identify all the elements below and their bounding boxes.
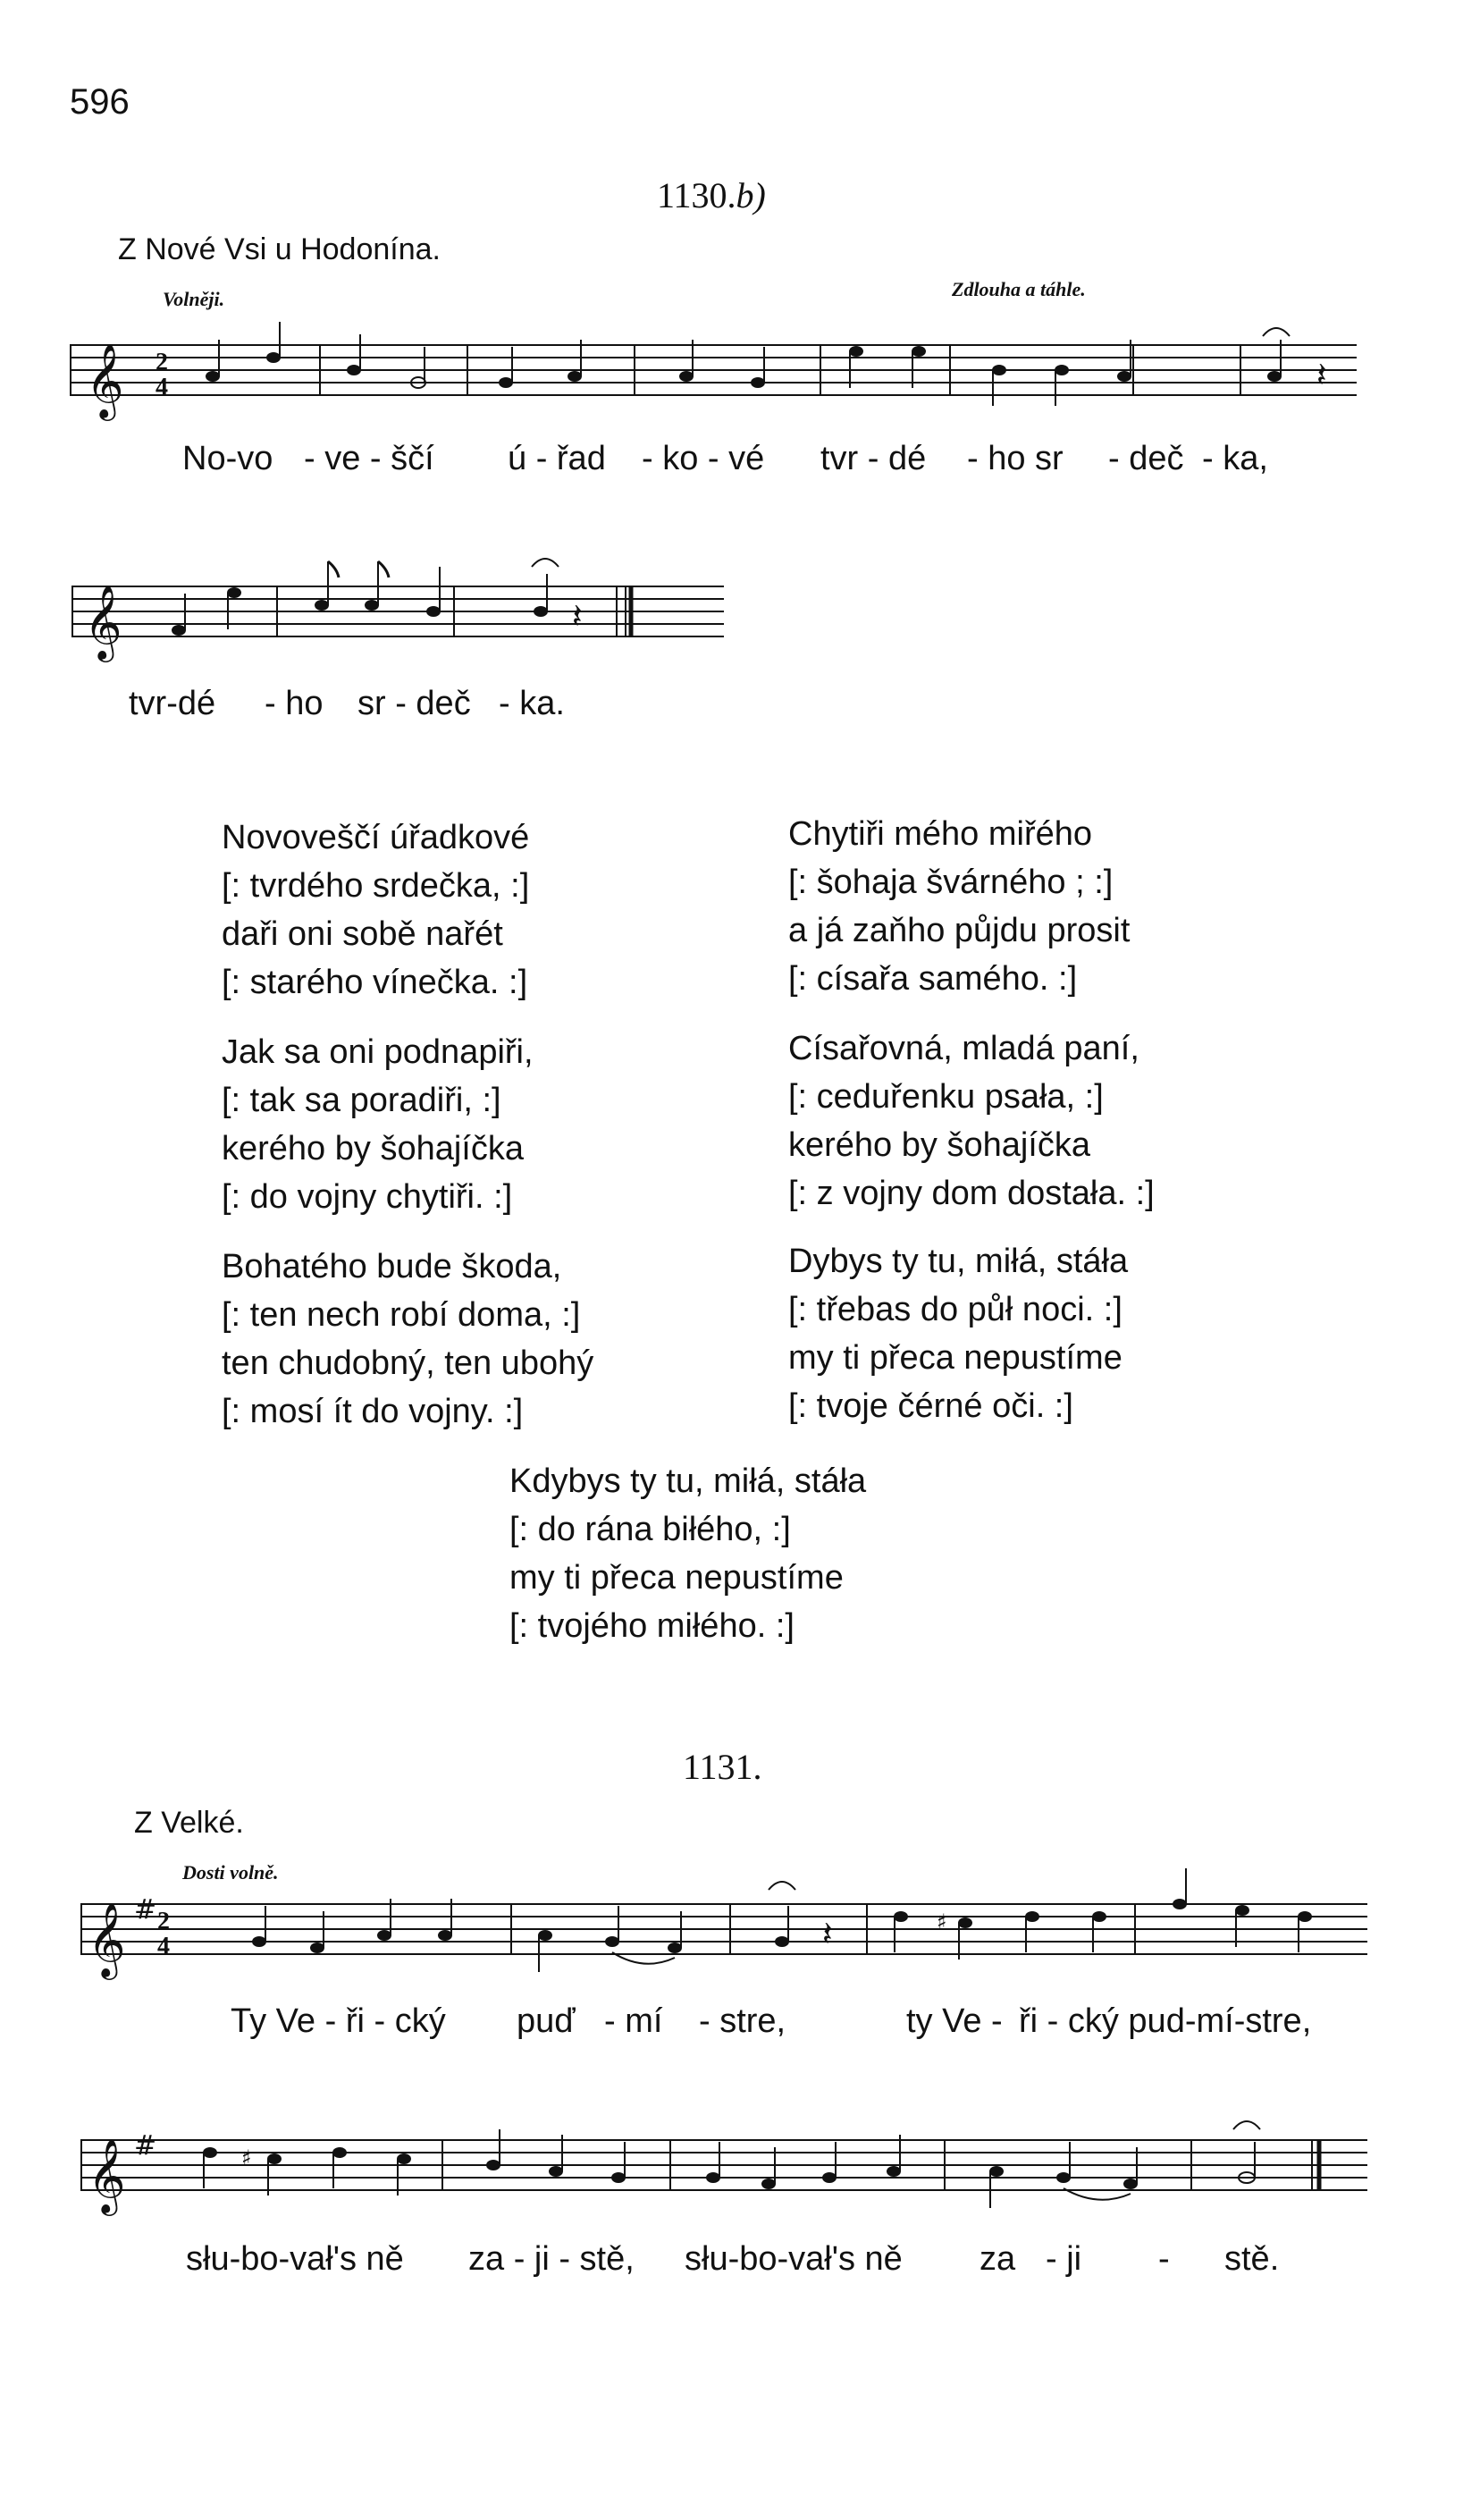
stanza-line: [: ten nech robí doma, :] — [222, 1296, 581, 1334]
lyric-syllable: ú - řad — [508, 440, 606, 477]
page-number: 596 — [70, 82, 130, 122]
lyric-syllable: - ka. — [499, 685, 565, 722]
song-number-1130 — [657, 174, 766, 216]
tempo-marking-dosti-volne: Dosti volně. — [182, 1861, 279, 1884]
stanza-left-3 — [222, 1243, 593, 1436]
time-signature-bottom: 4 — [157, 1933, 170, 1960]
stanza-left-2 — [222, 1028, 534, 1221]
lyric-syllable: - mí — [604, 2002, 663, 2040]
lyric-syllable: ři - cký pud-mí-stre, — [1019, 2002, 1312, 2040]
sharp-key-signature: # — [134, 1894, 157, 1926]
music-staff-1130-line2 — [71, 572, 724, 670]
lyric-syllable: - ho sr — [967, 440, 1064, 477]
sharp-key-signature: # — [134, 2130, 157, 2162]
time-signature-top: 2 — [156, 349, 168, 376]
lyric-syllable: - ko - vé — [642, 440, 765, 477]
stanza-line: Kdybys ty tu, miłá, stáła — [509, 1462, 867, 1500]
stanza-line: [: starého vínečka. :] — [222, 964, 528, 1001]
song-origin-1131: Z Velké. — [134, 1806, 244, 1840]
lyric-syllable: sr - deč — [357, 685, 471, 722]
stanza-line: kerého by šohajíčka — [788, 1126, 1090, 1164]
stanza-line: kerého by šohajíčka — [222, 1130, 524, 1167]
tempo-marking-zdlouha: Zdlouha a táhle. — [952, 278, 1086, 300]
music-staff-1131-line2 — [80, 2126, 1367, 2224]
lyric-syllable: No-vo — [182, 440, 273, 477]
treble-clef: 𝄞 — [88, 2137, 126, 2212]
song-number-value: 1130. — [657, 175, 736, 215]
lyric-syllable: tvr - dé — [820, 440, 927, 477]
stanza-line: Bohatého bude škoda, — [222, 1248, 562, 1285]
stanza-line: my ti přeca nepustíme — [788, 1339, 1122, 1377]
song-variant: b) — [736, 175, 766, 215]
stanza-line: [: tak sa poradiři, :] — [222, 1082, 501, 1119]
song-origin-1130: Z Nové Vsi u Hodonína. — [118, 232, 441, 266]
treble-clef: 𝄞 — [84, 584, 122, 659]
sharp-accidental-icon: ♯ — [241, 2145, 252, 2170]
stanza-line: [: tvoje čérné oči. :] — [788, 1387, 1073, 1425]
stanza-line: daři oni sobě nařét — [222, 915, 503, 953]
quarter-rest-icon: 𝄽 — [822, 1914, 833, 1953]
stanza-line: Dybys ty tu, miłá, stáła — [788, 1243, 1129, 1280]
stanza-line: my ti přeca nepustíme — [509, 1559, 844, 1597]
stanza-line: [: do vojny chytiři. :] — [222, 1178, 513, 1216]
stanza-center — [509, 1457, 866, 1650]
lyric-syllable: ty Ve - — [906, 2002, 1003, 2040]
stanza-line: [: mosí ít do vojny. :] — [222, 1393, 524, 1430]
stanza-line: Novoveščí úřadkové — [222, 819, 530, 856]
stanza-right-3 — [788, 1237, 1128, 1430]
song-number-1131: 1131. — [683, 1747, 762, 1787]
stanza-line: [: šohaja švárného ; :] — [788, 864, 1114, 901]
stanza-line: [: ceduřenku psała, :] — [788, 1078, 1104, 1116]
time-signature-bottom: 4 — [156, 374, 168, 401]
tempo-marking-volneji: Volněji. — [163, 288, 225, 310]
treble-clef: 𝄞 — [86, 342, 124, 417]
stanza-right-1 — [788, 810, 1130, 1003]
lyric-syllable: - ho — [265, 685, 324, 722]
lyric-syllable: słu-bo-vał's ně — [186, 2240, 404, 2278]
stanza-line: [: tvojého miłého. :] — [509, 1607, 795, 1645]
fermata-icon — [1263, 328, 1290, 336]
music-staff-1131-line1 — [80, 1890, 1367, 1988]
time-signature-top: 2 — [157, 1908, 170, 1935]
fermata-icon — [532, 559, 559, 567]
lyric-syllable: - ve - ščí — [304, 440, 434, 477]
stanza-line: [: do rána biłého, :] — [509, 1511, 791, 1548]
stanza-line: [: třebas do půł noci. :] — [788, 1291, 1122, 1328]
lyric-syllable: - stre, — [699, 2002, 786, 2040]
stanza-line: [: tvrdého srdečka, :] — [222, 867, 530, 905]
lyric-syllable: słu-bo-vał's ně — [685, 2240, 903, 2278]
lyric-syllable: puď — [517, 2002, 576, 2040]
music-staff-1130-line1 — [70, 331, 1357, 429]
quarter-rest-icon: 𝄽 — [1316, 355, 1327, 394]
lyric-syllable: stě. — [1224, 2240, 1280, 2278]
lyric-syllable: tvr-dé — [129, 685, 216, 722]
lyric-syllable: - — [1158, 2240, 1170, 2278]
stanza-line: [: císařa samého. :] — [788, 960, 1078, 998]
lyric-syllable: Ty Ve - ři - cký — [231, 2002, 446, 2040]
stanza-left-1 — [222, 813, 529, 1007]
stanza-line: [: z vojny dom dostała. :] — [788, 1175, 1155, 1212]
stanza-line: Císařovná, mladá paní, — [788, 1030, 1139, 1067]
lyric-syllable: - ka, — [1202, 440, 1268, 477]
lyric-syllable: - deč — [1108, 440, 1184, 477]
sharp-accidental-icon: ♯ — [937, 1909, 947, 1934]
lyric-syllable: - ji — [1046, 2240, 1082, 2278]
treble-clef: 𝄞 — [88, 1901, 126, 1976]
stanza-line: ten chudobný, ten ubohý — [222, 1344, 594, 1382]
stanza-line: a já zaňho půjdu prosit — [788, 912, 1131, 949]
lyric-syllable: za — [980, 2240, 1016, 2278]
stanza-line: Jak sa oni podnapiři, — [222, 1033, 534, 1071]
lyric-syllable: za - ji - stě, — [468, 2240, 635, 2278]
quarter-rest-icon: 𝄽 — [572, 596, 583, 636]
stanza-right-2 — [788, 1024, 1155, 1218]
stanza-line: Chytiři mého miřého — [788, 815, 1092, 853]
fermata-icon — [769, 1882, 795, 1890]
fermata-icon — [1233, 2121, 1260, 2129]
